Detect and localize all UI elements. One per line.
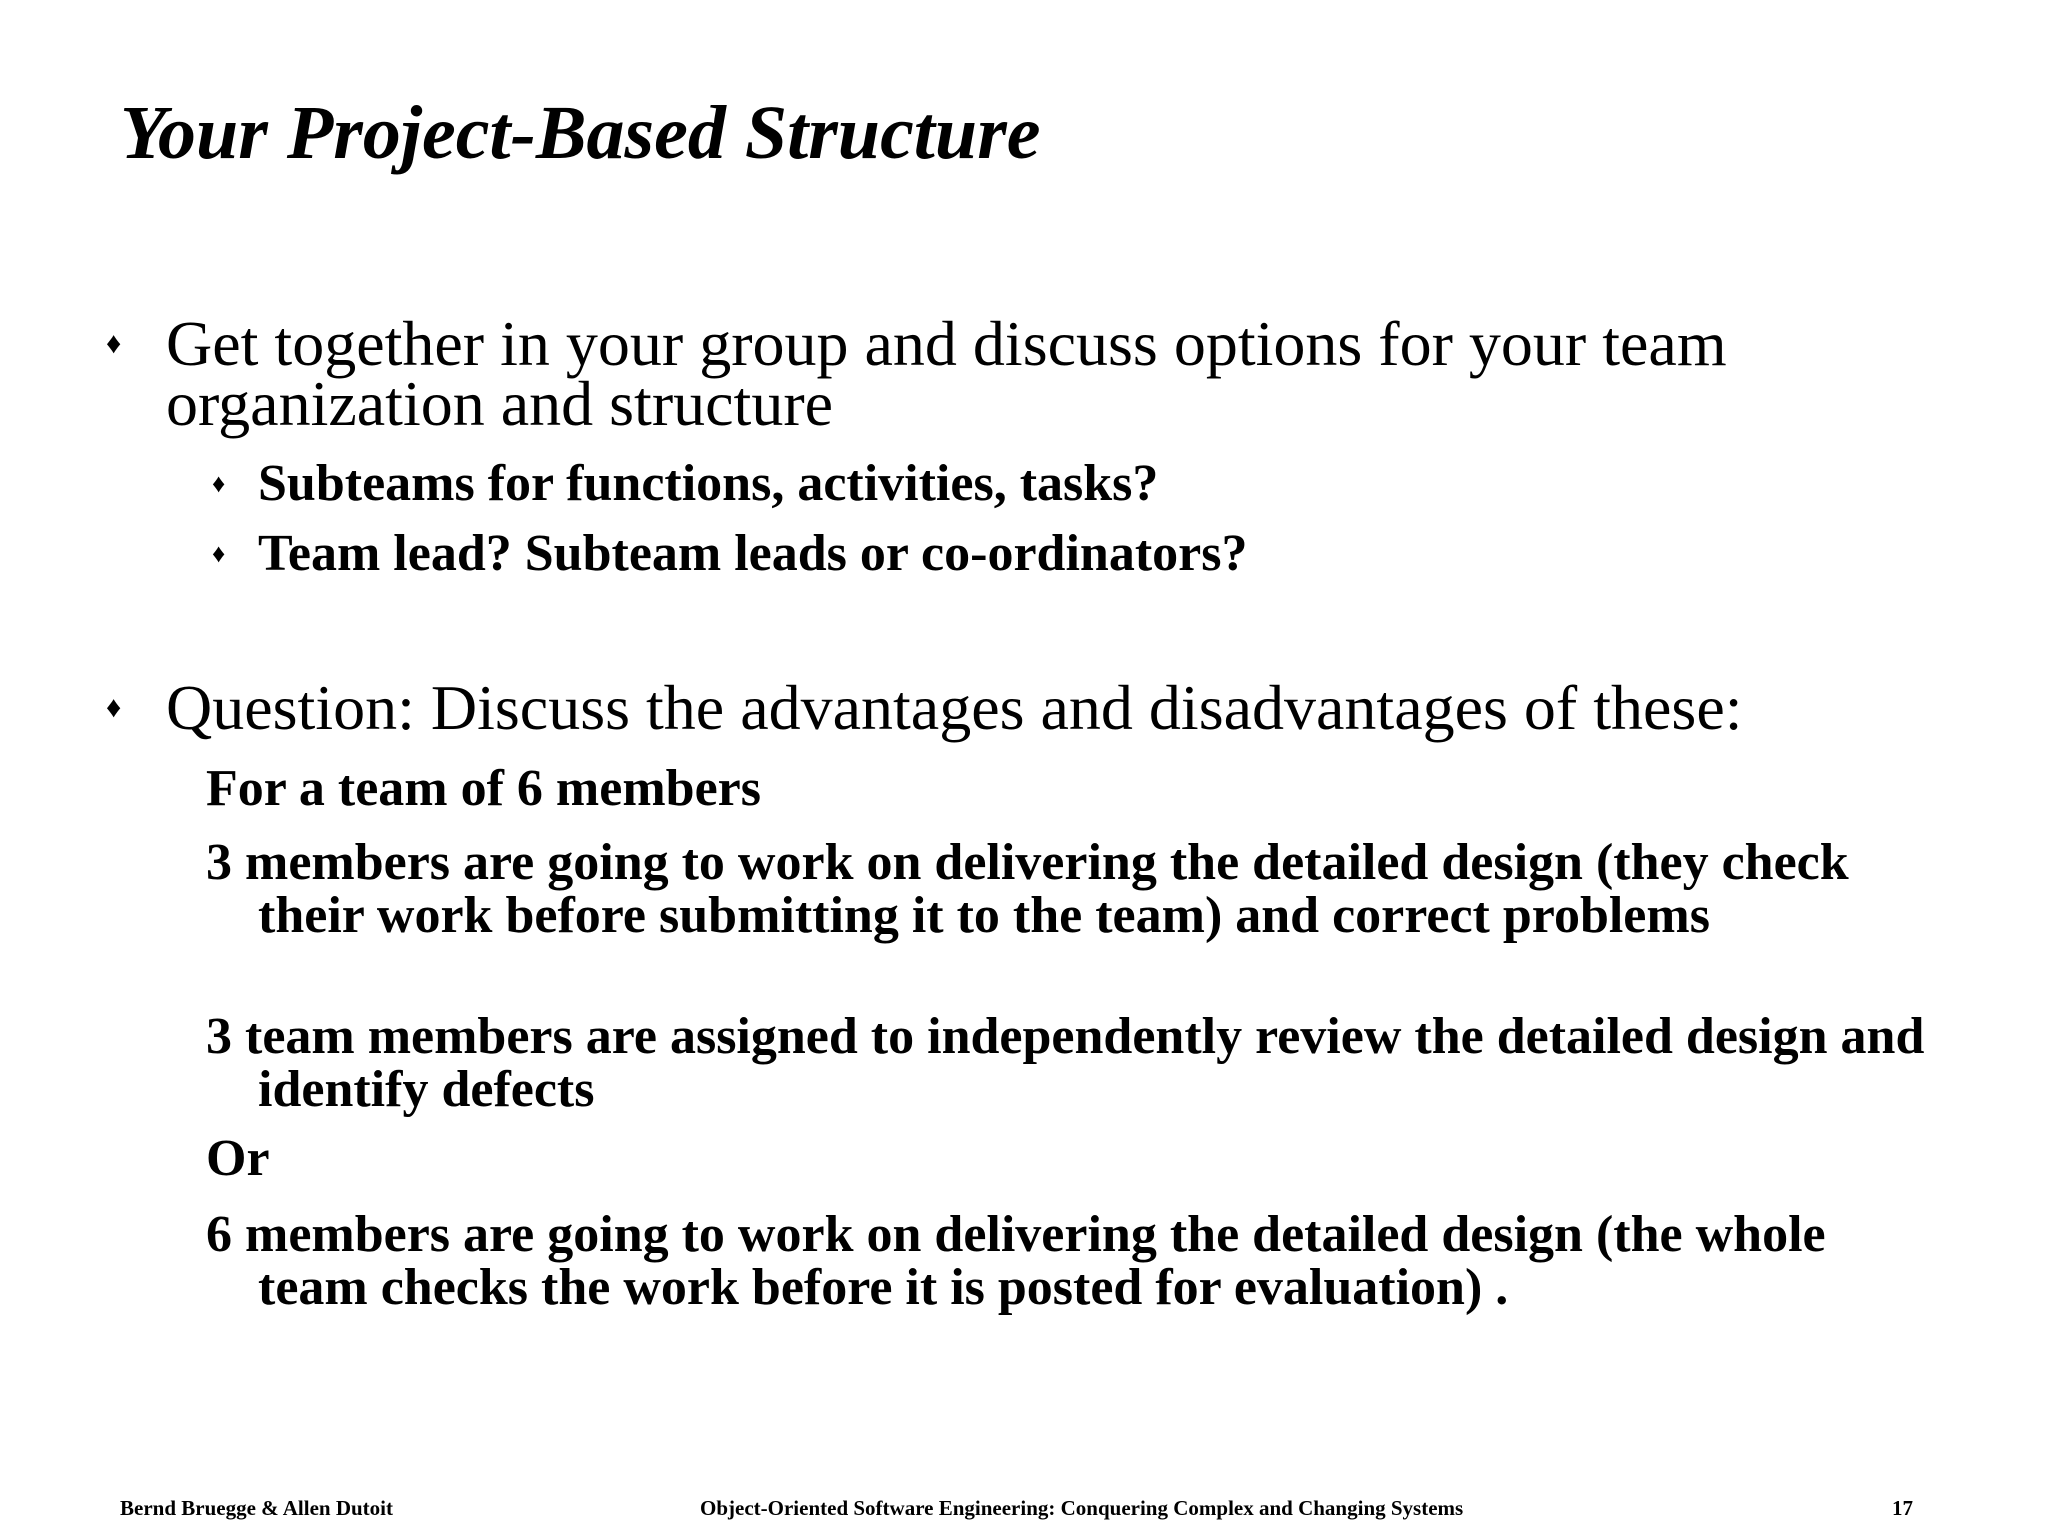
slide-title: Your Project-Based Structure [120,91,1041,175]
sub-bullet-item [212,454,1159,514]
diamond-bullet-icon: ♦ [106,691,122,724]
bullet-item [106,672,1926,743]
footer-authors: Bernd Bruegge & Allen Dutoit [120,1496,393,1520]
diamond-bullet-icon: ♦ [212,539,226,568]
question-paragraph: 6 members are going to work on delivering the detailed design (the whole team checks the work before it is posted for evaluation) . [206,1206,1826,1316]
question-paragraph: 3 members are going to work on delivering the detailed design (they check their work before submitting it to the team) and correct problems [206,834,1849,944]
sub-bullet-item [212,524,1248,584]
footer-book-title: Object-Oriented Software Engineering: Conquering Complex and Changing Systems [700,1496,1464,1520]
footer-page-number: 17 [1892,1496,1913,1520]
sub-bullet-text: Team lead? Subteam leads or co-ordinators? [258,525,1248,582]
sub-bullet-text: Subteams for functions, activities, tasks? [258,455,1159,512]
question-paragraph: Or [206,1130,270,1187]
diamond-bullet-icon: ♦ [106,327,122,360]
bullet-text: Get together in your group and discuss options for your team organization and structure [166,308,1727,439]
question-paragraph: For a team of 6 members [206,760,761,817]
bullet-item [106,308,1926,439]
diamond-bullet-icon: ♦ [212,469,226,498]
question-paragraph: 3 team members are assigned to independently review the detailed design and identify defects [206,1008,1925,1118]
bullet-text: Question: Discuss the advantages and disadvantages of these: [166,672,1743,743]
